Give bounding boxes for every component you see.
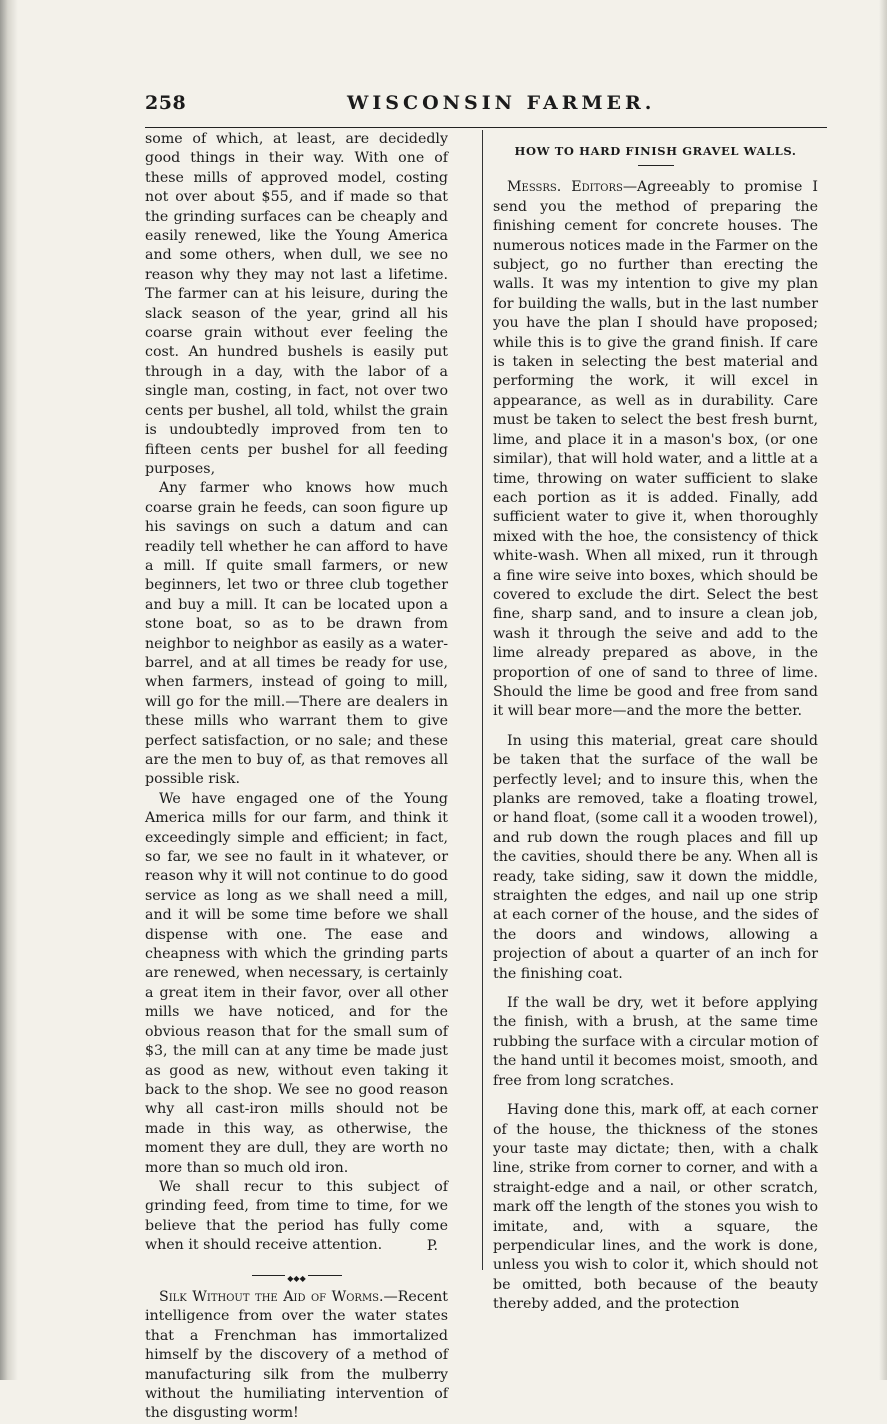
separator-ornament: ◆◆◆ — [287, 1273, 306, 1283]
silk-heading: Silk Without the Aid of Worms. — [159, 1288, 384, 1305]
section-separator — [252, 1272, 342, 1283]
right-paragraph-1-body: —Agreeably to promise I send you the method of preparing the finishing cement for concrete houses. The numerous notices made in the Farmer on the subject, go no further than erecting the walls. It was my intention to give my plan for building the walls, but in the last number you have the plan I should have proposed; while this is to give the grand finish. If care is taken in selecting the best material and performing the work, it will excel in appearance, as well as in durability. Care must be taken to select the best fresh burnt, lime, and place it in a mason's box, (or one similar), that will hold water, and a little at a time, throwing on water sufficient to slake each portion as it is added. Finally, add sufficient water to give it, when thoroughly mixed with the hoe, the consistency of thick white-wash. When all mixed, run it through a fine wire seive into boxes, which should be covered to exclude the dirt. Select the best fine, sharp sand, and to insure a clean job, wash it through the seive and add to the lime already prepared as above, in the proportion of one of sand to three of lime. Should the lime be good and free from sand it will bear more—and the more the better. — [493, 179, 818, 720]
left-paragraph-2: Any farmer who knows how much coarse grain he feeds, can soon figure up his savings on such a datum and can readily tell whether he can afford to have a mill. If quite small farmers, or new beginners, let two or three club together and buy a mill. It can be located upon a stone boat, so as to be drawn from neighbor to neighbor as easily as a water-barrel, and at all times be ready for use, when farmers, instead of going to mill, will go for the mill.—There are dealers in these mills who warrant them to give perfect satisfaction, or no sale; and these are the men to buy of, as that removes all possible risk. — [145, 480, 448, 788]
author-signature: P. — [426, 1237, 438, 1254]
left-paragraph-1: some of which, at least, are decidedly good things in their way. With one of these mills of approved model, costing not over about $55, and if made so that the grinding surfaces can be cheaply and easily renewed, like the Young America and some others, when dull, we see no reason why they may not last a lifetime. The farmer can at his leisure, during the slack season of the year, grind all his coarse grain without ever feeling the cost. An hundred bushels is easily put through in a day, with the labor of a single man, costing, in fact, not over two cents per bushel, all told, whilst the grain is undoubtedly improved from ten to fifteen cents per bushel for all feeding purposes, — [145, 131, 448, 477]
article-title: HOW TO HARD FINISH GRAVEL WALLS. — [514, 144, 797, 158]
column-divider — [482, 130, 483, 1270]
paragraph-gap — [493, 984, 818, 994]
right-paragraph-3: If the wall be dry, wet it before applying the finish, with a brush, at the same time rubbing the surface with a circular motion of the hand until it becomes moist, smooth, and free from long scratches. — [493, 995, 818, 1089]
page-right-edge — [879, 0, 887, 1380]
running-head: WISCONSIN FARMER. — [347, 92, 656, 114]
right-column — [493, 134, 818, 1315]
left-paragraph-4: We shall recur to this subject of grinding feed, from time to time, for we believe that the period has fully come when it should receive attention. — [145, 1178, 448, 1254]
left-paragraph-3: We have engaged one of the Young America mills for our farm, and think it exceedingly simple and efficient; in fact, so far, we see no fault in it whatever, or reason why it will not continue to do good service as long as we shall need a mill, and it will be some time before we shall dispense with one. The ease and cheapness with which the grinding parts are renewed, when necessary, is certainly a great item in their favor, over all other mills we have noticed, and for the obvious reason that for the small sum of $3, the mill can at any time be made just as good as new, without even taking it back to the shop. We see no good reason why all cast-iron mills should not be made in this way, as otherwise, the moment they are dull, they are worth no more than so much old iron. — [145, 790, 448, 1176]
right-paragraph-2: In using this material, great care should be taken that the surface of the wall be perfectly level; and to insure this, when the planks are removed, take a floating trowel, or hand float, (some call it a wooden trowel), and rub down the rough places and fill up the cavities, should there be any. When all is ready, take siding, saw it down the middle, straighten the edges, and nail up one strip at each corner of the house, and the sides of the doors and windows, allowing a projection of about a quarter of an inch for the finishing coat. — [493, 732, 818, 982]
paragraph-gap — [493, 722, 818, 732]
header-rule — [145, 127, 827, 128]
page-number: 258 — [145, 92, 187, 114]
title-rule — [638, 165, 674, 166]
silk-body: —Recent intelligence from over the water states that a Frenchman has immortalized himself by the discovery of a method of manufacturing silk from the mulberry without the humiliating intervention of the disgusting worm! — [145, 1288, 448, 1422]
page-header — [145, 88, 835, 120]
paragraph-gap — [493, 1091, 818, 1101]
right-paragraph-1 — [493, 178, 818, 721]
silk-paragraph — [145, 1288, 448, 1424]
left-column — [145, 130, 448, 1424]
right-paragraph-4: Having done this, mark off, at each corner of the house, the thickness of the stones your taste may dictate; then, with a chalk line, strike from corner to corner, and with a straight-edge and a nail, or other scratch, mark off the length of the stones you wish to imitate, and, with a square, the perpendicular lines, and the work is done, unless you wish to color it, which should not be omitted, both because of the beauty thereby added, and the protection — [493, 1102, 818, 1313]
page-binding-shadow — [0, 0, 18, 1380]
salutation: Messrs. Editors — [507, 179, 623, 196]
